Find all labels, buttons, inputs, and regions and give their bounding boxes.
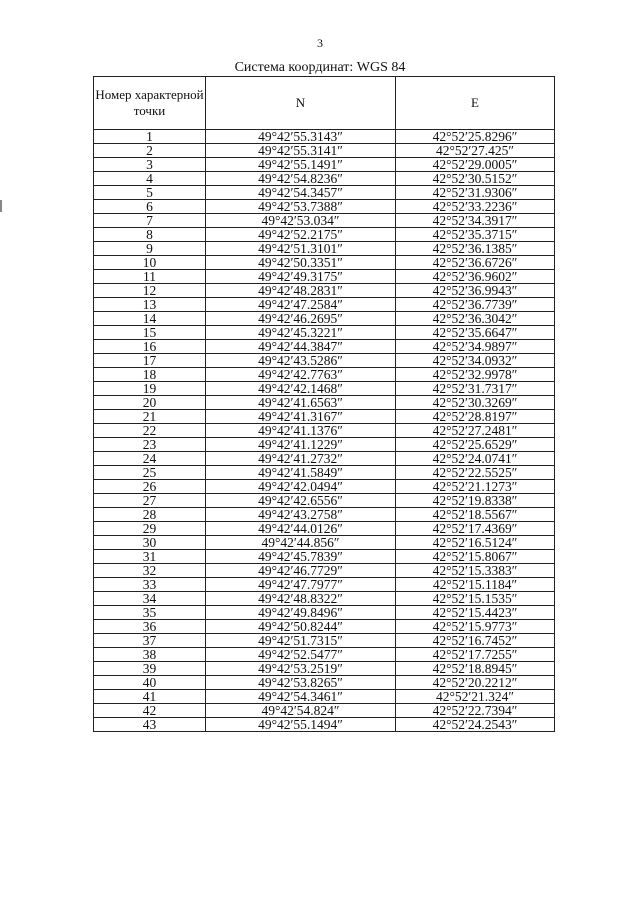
longitude-cell: 42°52′36.1385″ xyxy=(396,242,555,256)
scan-margin-mark xyxy=(0,200,2,212)
longitude-cell: 42°52′31.7317″ xyxy=(396,382,555,396)
table-row xyxy=(94,536,555,550)
table-row xyxy=(94,662,555,676)
point-number-cell: 15 xyxy=(94,326,206,340)
latitude-cell: 49°42′55.1494″ xyxy=(206,718,396,732)
point-number-cell: 33 xyxy=(94,578,206,592)
latitude-cell: 49°42′42.6556″ xyxy=(206,494,396,508)
longitude-cell: 42°52′15.8067″ xyxy=(396,550,555,564)
latitude-cell: 49°42′47.2584″ xyxy=(206,298,396,312)
latitude-cell: 49°42′41.1376″ xyxy=(206,424,396,438)
latitude-cell: 49°42′53.8265″ xyxy=(206,676,396,690)
point-number-cell: 20 xyxy=(94,396,206,410)
point-number-cell: 39 xyxy=(94,662,206,676)
longitude-cell: 42°52′17.7255″ xyxy=(396,648,555,662)
point-number-cell: 4 xyxy=(94,172,206,186)
table-row xyxy=(94,466,555,480)
latitude-cell: 49°42′41.2732″ xyxy=(206,452,396,466)
point-number-cell: 7 xyxy=(94,214,206,228)
table-row xyxy=(94,606,555,620)
table-row xyxy=(94,634,555,648)
page-number: 3 xyxy=(317,36,323,50)
table-row xyxy=(94,648,555,662)
latitude-cell: 49°42′54.3457″ xyxy=(206,186,396,200)
table-row xyxy=(94,284,555,298)
latitude-cell: 49°42′49.3175″ xyxy=(206,270,396,284)
point-number-cell: 43 xyxy=(94,718,206,732)
point-number-cell: 21 xyxy=(94,410,206,424)
latitude-cell: 49°42′43.2758″ xyxy=(206,508,396,522)
latitude-cell: 49°42′45.7839″ xyxy=(206,550,396,564)
longitude-cell: 42°52′28.8197″ xyxy=(396,410,555,424)
table-row xyxy=(94,452,555,466)
table-row xyxy=(94,690,555,704)
point-number-cell: 9 xyxy=(94,242,206,256)
table-row xyxy=(94,704,555,718)
point-number-cell: 18 xyxy=(94,368,206,382)
point-number-cell: 25 xyxy=(94,466,206,480)
longitude-cell: 42°52′15.4423″ xyxy=(396,606,555,620)
longitude-cell: 42°52′18.8945″ xyxy=(396,662,555,676)
point-number-cell: 42 xyxy=(94,704,206,718)
longitude-cell: 42°52′27.425″ xyxy=(396,144,555,158)
longitude-cell: 42°52′36.9943″ xyxy=(396,284,555,298)
latitude-cell: 49°42′44.856″ xyxy=(206,536,396,550)
table-row xyxy=(94,494,555,508)
latitude-cell: 49°42′52.2175″ xyxy=(206,228,396,242)
table-row xyxy=(94,228,555,242)
table-row xyxy=(94,368,555,382)
point-number-cell: 29 xyxy=(94,522,206,536)
longitude-cell: 42°52′31.9306″ xyxy=(396,186,555,200)
point-number-cell: 6 xyxy=(94,200,206,214)
coordinate-system-title: Система координат: WGS 84 xyxy=(234,60,406,75)
point-number-cell: 16 xyxy=(94,340,206,354)
table-row xyxy=(94,144,555,158)
latitude-cell: 49°42′50.3351″ xyxy=(206,256,396,270)
point-number-cell: 38 xyxy=(94,648,206,662)
latitude-cell: 49°42′42.7763″ xyxy=(206,368,396,382)
longitude-cell: 42°52′15.1184″ xyxy=(396,578,555,592)
coordinates-table-body xyxy=(94,130,555,732)
latitude-cell: 49°42′46.7729″ xyxy=(206,564,396,578)
table-row xyxy=(94,438,555,452)
point-number-cell: 40 xyxy=(94,676,206,690)
latitude-cell: 49°42′44.0126″ xyxy=(206,522,396,536)
point-number-cell: 27 xyxy=(94,494,206,508)
point-number-cell: 31 xyxy=(94,550,206,564)
longitude-cell: 42°52′15.9773″ xyxy=(396,620,555,634)
longitude-cell: 42°52′27.2481″ xyxy=(396,424,555,438)
point-number-cell: 28 xyxy=(94,508,206,522)
table-row xyxy=(94,256,555,270)
table-row xyxy=(94,550,555,564)
table-row xyxy=(94,522,555,536)
point-number-cell: 23 xyxy=(94,438,206,452)
longitude-cell: 42°52′21.1273″ xyxy=(396,480,555,494)
point-number-cell: 26 xyxy=(94,480,206,494)
longitude-cell: 42°52′22.7394″ xyxy=(396,704,555,718)
latitude-cell: 49°42′41.3167″ xyxy=(206,410,396,424)
point-number-cell: 8 xyxy=(94,228,206,242)
point-number-cell: 14 xyxy=(94,312,206,326)
latitude-cell: 49°42′47.7977″ xyxy=(206,578,396,592)
longitude-cell: 42°52′36.3042″ xyxy=(396,312,555,326)
latitude-cell: 49°42′48.2831″ xyxy=(206,284,396,298)
latitude-cell: 49°42′55.3143″ xyxy=(206,130,396,144)
point-number-cell: 2 xyxy=(94,144,206,158)
point-number-cell: 41 xyxy=(94,690,206,704)
point-number-cell: 37 xyxy=(94,634,206,648)
table-row xyxy=(94,676,555,690)
longitude-cell: 42°52′25.8296″ xyxy=(396,130,555,144)
point-number-cell: 22 xyxy=(94,424,206,438)
point-number-cell: 1 xyxy=(94,130,206,144)
latitude-cell: 49°42′41.1229″ xyxy=(206,438,396,452)
latitude-cell: 49°42′55.1491″ xyxy=(206,158,396,172)
table-row xyxy=(94,578,555,592)
latitude-cell: 49°42′41.6563″ xyxy=(206,396,396,410)
point-number-cell: 10 xyxy=(94,256,206,270)
longitude-cell: 42°52′21.324″ xyxy=(396,690,555,704)
latitude-cell: 49°42′46.2695″ xyxy=(206,312,396,326)
latitude-cell: 49°42′44.3847″ xyxy=(206,340,396,354)
header-point-number: Номер характерной точки xyxy=(94,77,206,130)
point-number-cell: 19 xyxy=(94,382,206,396)
latitude-cell: 49°42′42.1468″ xyxy=(206,382,396,396)
table-row xyxy=(94,340,555,354)
point-number-cell: 12 xyxy=(94,284,206,298)
point-number-cell: 11 xyxy=(94,270,206,284)
longitude-cell: 42°52′34.0932″ xyxy=(396,354,555,368)
table-row xyxy=(94,172,555,186)
header-e: E xyxy=(396,77,555,130)
table-row xyxy=(94,186,555,200)
table-row xyxy=(94,382,555,396)
table-row xyxy=(94,410,555,424)
point-number-cell: 35 xyxy=(94,606,206,620)
latitude-cell: 49°42′55.3141″ xyxy=(206,144,396,158)
longitude-cell: 42°52′18.5567″ xyxy=(396,508,555,522)
longitude-cell: 42°52′19.8338″ xyxy=(396,494,555,508)
table-row xyxy=(94,354,555,368)
latitude-cell: 49°42′52.5477″ xyxy=(206,648,396,662)
latitude-cell: 49°42′53.2519″ xyxy=(206,662,396,676)
latitude-cell: 49°42′51.3101″ xyxy=(206,242,396,256)
latitude-cell: 49°42′42.0494″ xyxy=(206,480,396,494)
longitude-cell: 42°52′34.9897″ xyxy=(396,340,555,354)
longitude-cell: 42°52′33.2236″ xyxy=(396,200,555,214)
table-row xyxy=(94,326,555,340)
longitude-cell: 42°52′35.6647″ xyxy=(396,326,555,340)
point-number-cell: 17 xyxy=(94,354,206,368)
longitude-cell: 42°52′15.1535″ xyxy=(396,592,555,606)
longitude-cell: 42°52′15.3383″ xyxy=(396,564,555,578)
coordinates-table xyxy=(93,76,555,732)
point-number-cell: 5 xyxy=(94,186,206,200)
latitude-cell: 49°42′50.8244″ xyxy=(206,620,396,634)
point-number-cell: 32 xyxy=(94,564,206,578)
longitude-cell: 42°52′24.0741″ xyxy=(396,452,555,466)
longitude-cell: 42°52′36.6726″ xyxy=(396,256,555,270)
point-number-cell: 24 xyxy=(94,452,206,466)
table-row xyxy=(94,564,555,578)
table-row xyxy=(94,298,555,312)
table-row xyxy=(94,718,555,732)
latitude-cell: 49°42′51.7315″ xyxy=(206,634,396,648)
table-row xyxy=(94,270,555,284)
longitude-cell: 42°52′36.7739″ xyxy=(396,298,555,312)
table-row xyxy=(94,396,555,410)
table-row xyxy=(94,200,555,214)
latitude-cell: 49°42′54.8236″ xyxy=(206,172,396,186)
latitude-cell: 49°42′54.3461″ xyxy=(206,690,396,704)
table-row xyxy=(94,130,555,144)
table-row xyxy=(94,592,555,606)
point-number-cell: 34 xyxy=(94,592,206,606)
longitude-cell: 42°52′36.9602″ xyxy=(396,270,555,284)
table-row xyxy=(94,480,555,494)
latitude-cell: 49°42′49.8496″ xyxy=(206,606,396,620)
longitude-cell: 42°52′30.5152″ xyxy=(396,172,555,186)
point-number-cell: 13 xyxy=(94,298,206,312)
longitude-cell: 42°52′22.5525″ xyxy=(396,466,555,480)
table-row xyxy=(94,508,555,522)
latitude-cell: 49°42′43.5286″ xyxy=(206,354,396,368)
table-row xyxy=(94,214,555,228)
longitude-cell: 42°52′32.9978″ xyxy=(396,368,555,382)
header-n: N xyxy=(206,77,396,130)
longitude-cell: 42°52′25.6529″ xyxy=(396,438,555,452)
latitude-cell: 49°42′45.3221″ xyxy=(206,326,396,340)
longitude-cell: 42°52′20.2212″ xyxy=(396,676,555,690)
table-row xyxy=(94,424,555,438)
table-row xyxy=(94,242,555,256)
longitude-cell: 42°52′17.4369″ xyxy=(396,522,555,536)
longitude-cell: 42°52′30.3269″ xyxy=(396,396,555,410)
latitude-cell: 49°42′54.824″ xyxy=(206,704,396,718)
point-number-cell: 3 xyxy=(94,158,206,172)
longitude-cell: 42°52′16.5124″ xyxy=(396,536,555,550)
table-row xyxy=(94,158,555,172)
table-header-row xyxy=(94,77,555,130)
latitude-cell: 49°42′48.8322″ xyxy=(206,592,396,606)
table-row xyxy=(94,312,555,326)
longitude-cell: 42°52′24.2543″ xyxy=(396,718,555,732)
latitude-cell: 49°42′53.034″ xyxy=(206,214,396,228)
table-row xyxy=(94,620,555,634)
point-number-cell: 30 xyxy=(94,536,206,550)
latitude-cell: 49°42′53.7388″ xyxy=(206,200,396,214)
latitude-cell: 49°42′41.5849″ xyxy=(206,466,396,480)
longitude-cell: 42°52′16.7452″ xyxy=(396,634,555,648)
longitude-cell: 42°52′35.3715″ xyxy=(396,228,555,242)
longitude-cell: 42°52′29.0005″ xyxy=(396,158,555,172)
longitude-cell: 42°52′34.3917″ xyxy=(396,214,555,228)
point-number-cell: 36 xyxy=(94,620,206,634)
